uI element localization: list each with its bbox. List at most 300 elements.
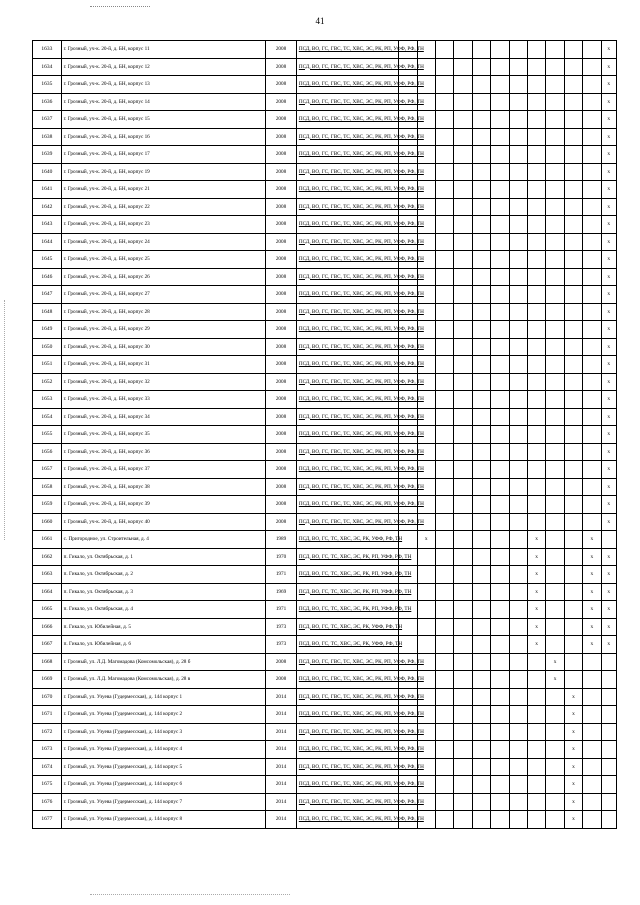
mark-cell <box>564 356 582 374</box>
mark-cell <box>527 198 545 216</box>
works-cell: ПСД, ВО, ГС, ГВС, ТС, ХВС, ЭС, РК, РП, УФФ, РФ, ТН <box>296 321 398 339</box>
mark-cell <box>564 93 582 111</box>
table-row <box>33 671 617 689</box>
mark-cell: х <box>601 391 616 409</box>
mark-cell <box>583 41 601 59</box>
mark-cell <box>527 443 545 461</box>
works-cell: ПСД, ВО, ГС, ГВС, ТС, ХВС, ЭС, РК, РП, УФФ, РФ, ТН <box>296 373 398 391</box>
mark-cell <box>491 601 509 619</box>
mark-cell: х <box>583 583 601 601</box>
mark-cell <box>472 671 490 689</box>
works-cell: ПСД, ВО, ГС, ГВС, ТС, ХВС, ЭС, РК, РП, УФФ, РФ, ТН <box>296 268 398 286</box>
mark-cell <box>472 776 490 794</box>
mark-cell: х <box>527 618 545 636</box>
mark-cell <box>435 601 453 619</box>
mark-cell <box>509 566 527 584</box>
mark-cell <box>527 356 545 374</box>
works-cell: ПСД, ВО, ГС, ГВС, ТС, ХВС, ЭС, РК, РП, УФФ, РФ, ТН <box>296 758 398 776</box>
mark-cell <box>509 548 527 566</box>
year-cell: 2014 <box>266 741 297 759</box>
year-cell: 2008 <box>266 251 297 269</box>
mark-cell <box>454 181 472 199</box>
works-cell: ПСД, ВО, ГС, ГВС, ТС, ХВС, ЭС, РК, РП, УФФ, РФ, ТН <box>296 513 398 531</box>
margin-artifact <box>4 300 9 540</box>
mark-cell <box>435 233 453 251</box>
mark-cell <box>454 338 472 356</box>
mark-cell <box>527 811 545 829</box>
mark-cell <box>583 163 601 181</box>
mark-cell <box>546 706 564 724</box>
address-cell: г. Грозный, уч-к. 20-й, д. БН, корпус 27 <box>61 286 266 304</box>
mark-cell: х <box>601 251 616 269</box>
mark-cell <box>435 496 453 514</box>
mark-cell <box>564 671 582 689</box>
mark-cell <box>454 233 472 251</box>
mark-cell <box>435 811 453 829</box>
works-cell: ПСД, ВО, ГС, ГВС, ТС, ХВС, ЭС, РК, РП, УФФ, РФ, ТН <box>296 443 398 461</box>
mark-cell <box>417 601 435 619</box>
mark-cell <box>509 93 527 111</box>
mark-cell <box>472 741 490 759</box>
table-row <box>33 618 617 636</box>
mark-cell <box>583 391 601 409</box>
row-number-cell: 1654 <box>33 408 62 426</box>
mark-cell: х <box>527 548 545 566</box>
mark-cell <box>509 758 527 776</box>
mark-cell <box>527 76 545 94</box>
mark-cell <box>454 373 472 391</box>
mark-cell <box>454 793 472 811</box>
mark-cell <box>472 338 490 356</box>
mark-cell <box>454 811 472 829</box>
mark-cell <box>454 321 472 339</box>
mark-cell <box>435 128 453 146</box>
mark-cell <box>564 408 582 426</box>
mark-cell <box>435 408 453 426</box>
mark-cell <box>564 478 582 496</box>
mark-cell <box>454 653 472 671</box>
mark-cell <box>491 58 509 76</box>
works-cell: ПСД, ВО, ГС, ГВС, ТС, ХВС, ЭС, РК, РП, УФФ, РФ, ТН <box>296 146 398 164</box>
mark-cell <box>491 198 509 216</box>
works-cell: ПСД, ВО, ГС, ТС, ХВС, ЭС, РК, УФФ, РФ, ТН <box>296 618 398 636</box>
mark-cell <box>435 338 453 356</box>
row-number-cell: 1662 <box>33 548 62 566</box>
mark-cell <box>564 601 582 619</box>
works-cell: ПСД, ВО, ГС, ГВС, ТС, ХВС, ЭС, РК, РП, УФФ, РФ, ТН <box>296 163 398 181</box>
mark-cell <box>491 496 509 514</box>
mark-cell <box>546 758 564 776</box>
mark-cell <box>435 251 453 269</box>
mark-cell <box>527 181 545 199</box>
mark-cell <box>491 478 509 496</box>
mark-cell <box>435 321 453 339</box>
mark-cell <box>472 321 490 339</box>
address-cell: г. Грозный, ул. Узуева (Гудермесская), д. 144 корпус 2 <box>61 706 266 724</box>
mark-cell <box>454 671 472 689</box>
mark-cell <box>509 303 527 321</box>
mark-cell <box>472 723 490 741</box>
mark-cell <box>527 496 545 514</box>
mark-cell <box>491 583 509 601</box>
row-number-cell: 1635 <box>33 76 62 94</box>
works-cell: ПСД, ВО, ГС, ТС, ХВС, ЭС, РК, РП, УФФ, РФ, ТН <box>296 566 398 584</box>
works-cell: ПСД, ВО, ГС, ГВС, ТС, ХВС, ЭС, РК, РП, УФФ, РФ, ТН <box>296 216 398 234</box>
mark-cell <box>583 58 601 76</box>
mark-cell <box>472 111 490 129</box>
table-row <box>33 741 617 759</box>
table-row <box>33 338 617 356</box>
mark-cell <box>527 426 545 444</box>
address-cell: г. Грозный, ул. Узуева (Гудермесская), д. 144 корпус 8 <box>61 811 266 829</box>
mark-cell <box>527 373 545 391</box>
mark-cell <box>491 723 509 741</box>
mark-cell <box>583 671 601 689</box>
works-cell: ПСД, ВО, ГС, ГВС, ТС, ХВС, ЭС, РК, РП, УФФ, РФ, ТН <box>296 251 398 269</box>
mark-cell <box>435 163 453 181</box>
mark-cell <box>546 163 564 181</box>
mark-cell <box>509 688 527 706</box>
year-cell: 2008 <box>266 496 297 514</box>
mark-cell <box>601 776 616 794</box>
year-cell: 2008 <box>266 286 297 304</box>
mark-cell <box>454 163 472 181</box>
mark-cell <box>454 776 472 794</box>
mark-cell <box>435 443 453 461</box>
mark-cell <box>509 216 527 234</box>
mark-cell <box>546 93 564 111</box>
mark-cell <box>435 216 453 234</box>
mark-cell <box>472 636 490 654</box>
year-cell: 2008 <box>266 356 297 374</box>
mark-cell <box>601 653 616 671</box>
mark-cell <box>546 583 564 601</box>
table-row <box>33 251 617 269</box>
mark-cell <box>509 636 527 654</box>
mark-cell <box>435 671 453 689</box>
table-row <box>33 391 617 409</box>
mark-cell <box>546 566 564 584</box>
mark-cell <box>527 688 545 706</box>
mark-cell <box>472 163 490 181</box>
mark-cell: х <box>601 426 616 444</box>
mark-cell <box>583 496 601 514</box>
mark-cell <box>546 793 564 811</box>
mark-cell: х <box>601 548 616 566</box>
mark-cell <box>509 163 527 181</box>
year-cell: 2008 <box>266 58 297 76</box>
mark-cell <box>509 776 527 794</box>
page-number: 41 <box>315 16 325 26</box>
mark-cell: х <box>546 671 564 689</box>
address-cell: п. Гикало, ул. Октябрьская, д. 4 <box>61 601 266 619</box>
year-cell: 2014 <box>266 688 297 706</box>
mark-cell <box>546 338 564 356</box>
mark-cell: х <box>527 566 545 584</box>
table-row <box>33 811 617 829</box>
mark-cell <box>435 583 453 601</box>
mark-cell <box>546 496 564 514</box>
address-cell: г. Грозный, уч-к. 20-й, д. БН, корпус 13 <box>61 76 266 94</box>
mark-cell <box>454 356 472 374</box>
mark-cell <box>509 181 527 199</box>
mark-cell <box>546 531 564 549</box>
mark-cell <box>527 286 545 304</box>
mark-cell <box>472 216 490 234</box>
mark-cell: х <box>601 303 616 321</box>
mark-cell <box>527 58 545 76</box>
mark-cell <box>527 478 545 496</box>
row-number-cell: 1637 <box>33 111 62 129</box>
mark-cell <box>472 706 490 724</box>
works-cell: ПСД, ВО, ГС, ГВС, ТС, ХВС, ЭС, РК, РП, УФФ, РФ, ТН <box>296 496 398 514</box>
address-cell: г. Грозный, уч-к. 20-й, д. БН, корпус 34 <box>61 408 266 426</box>
mark-cell <box>546 443 564 461</box>
mark-cell: х <box>527 636 545 654</box>
mark-cell <box>435 111 453 129</box>
mark-cell <box>491 566 509 584</box>
mark-cell <box>564 426 582 444</box>
mark-cell <box>472 233 490 251</box>
mark-cell <box>527 793 545 811</box>
address-cell: г. Грозный, ул. Л.Д. Магомадова (Комсомольская), д. 28 в <box>61 671 266 689</box>
table-row <box>33 373 617 391</box>
mark-cell <box>509 268 527 286</box>
mark-cell <box>546 58 564 76</box>
works-cell: ПСД, ВО, ГС, ТС, ХВС, ЭС, РК, РП, УФФ, РФ, ТН <box>296 583 398 601</box>
mark-cell <box>509 338 527 356</box>
mark-cell <box>509 128 527 146</box>
mark-cell <box>564 286 582 304</box>
address-cell: г. Грозный, уч-к. 20-й, д. БН, корпус 25 <box>61 251 266 269</box>
address-cell: п. Гикало, ул. Октябрьская, д. 3 <box>61 583 266 601</box>
mark-cell <box>491 163 509 181</box>
mark-cell <box>454 531 472 549</box>
row-number-cell: 1633 <box>33 41 62 59</box>
mark-cell: х <box>527 531 545 549</box>
mark-cell <box>491 303 509 321</box>
table-row <box>33 706 617 724</box>
mark-cell <box>472 548 490 566</box>
row-number-cell: 1636 <box>33 93 62 111</box>
mark-cell <box>546 128 564 146</box>
mark-cell <box>601 688 616 706</box>
mark-cell <box>509 146 527 164</box>
year-cell: 2008 <box>266 268 297 286</box>
mark-cell <box>601 811 616 829</box>
address-cell: г. Грозный, уч-к. 20-й, д. БН, корпус 28 <box>61 303 266 321</box>
mark-cell <box>583 338 601 356</box>
mark-cell <box>491 531 509 549</box>
mark-cell <box>454 758 472 776</box>
scan-artifact <box>90 0 150 7</box>
mark-cell <box>564 58 582 76</box>
table-row <box>33 636 617 654</box>
mark-cell <box>417 566 435 584</box>
mark-cell <box>509 583 527 601</box>
row-number-cell: 1653 <box>33 391 62 409</box>
address-cell: г. Грозный, уч-к. 20-й, д. БН, корпус 17 <box>61 146 266 164</box>
mark-cell <box>509 76 527 94</box>
address-cell: г. Грозный, ул. Л.Д. Магомадова (Комсомольская), д. 28 б <box>61 653 266 671</box>
row-number-cell: 1646 <box>33 268 62 286</box>
year-cell: 2008 <box>266 111 297 129</box>
mark-cell <box>454 566 472 584</box>
works-cell: ПСД, ВО, ГС, ГВС, ТС, ХВС, ЭС, РК, РП, УФФ, РФ, ТН <box>296 478 398 496</box>
year-cell: 2008 <box>266 146 297 164</box>
year-cell: 2014 <box>266 706 297 724</box>
mark-cell <box>435 303 453 321</box>
mark-cell <box>601 531 616 549</box>
mark-cell <box>491 618 509 636</box>
mark-cell: х <box>564 688 582 706</box>
mark-cell <box>527 461 545 479</box>
mark-cell <box>564 461 582 479</box>
works-cell: ПСД, ВО, ГС, ТС, ХВС, ЭС, РК, РП, УФФ, РФ, ТН <box>296 601 398 619</box>
mark-cell <box>509 461 527 479</box>
mark-cell <box>491 268 509 286</box>
mark-cell: х <box>601 496 616 514</box>
address-cell: г. Грозный, уч-к. 20-й, д. БН, корпус 22 <box>61 198 266 216</box>
mark-cell <box>435 146 453 164</box>
mark-cell <box>454 741 472 759</box>
mark-cell <box>546 548 564 566</box>
year-cell: 2008 <box>266 391 297 409</box>
address-cell: г. Грозный, ул. Узуева (Гудермесская), д. 144 корпус 3 <box>61 723 266 741</box>
address-cell: г. Грозный, уч-к. 20-й, д. БН, корпус 26 <box>61 268 266 286</box>
year-cell: 1973 <box>266 636 297 654</box>
mark-cell <box>546 41 564 59</box>
housing-register-table <box>32 40 617 829</box>
mark-cell <box>509 373 527 391</box>
works-cell: ПСД, ВО, ГС, ТС, ХВС, ЭС, РК, УФФ, РФ, ТН <box>296 636 398 654</box>
mark-cell: х <box>601 163 616 181</box>
works-cell: ПСД, ВО, ГС, ГВС, ТС, ХВС, ЭС, РК, РП, УФФ, РФ, ТН <box>296 408 398 426</box>
mark-cell <box>546 286 564 304</box>
address-cell: г. Грозный, уч-к. 20-й, д. БН, корпус 21 <box>61 181 266 199</box>
mark-cell <box>583 111 601 129</box>
mark-cell: х <box>583 618 601 636</box>
mark-cell <box>527 251 545 269</box>
mark-cell <box>509 426 527 444</box>
mark-cell <box>454 583 472 601</box>
mark-cell <box>564 163 582 181</box>
mark-cell <box>454 216 472 234</box>
mark-cell <box>527 758 545 776</box>
mark-cell: х <box>564 793 582 811</box>
mark-cell <box>509 58 527 76</box>
works-cell: ПСД, ВО, ГС, ГВС, ТС, ХВС, ЭС, РК, РП, УФФ, РФ, ТН <box>296 741 398 759</box>
row-number-cell: 1665 <box>33 601 62 619</box>
mark-cell <box>509 706 527 724</box>
mark-cell <box>435 636 453 654</box>
mark-cell: х <box>601 618 616 636</box>
mark-cell <box>472 146 490 164</box>
year-cell: 2008 <box>266 426 297 444</box>
mark-cell <box>491 513 509 531</box>
works-cell: ПСД, ВО, ГС, ГВС, ТС, ХВС, ЭС, РК, РП, УФФ, РФ, ТН <box>296 286 398 304</box>
mark-cell <box>472 583 490 601</box>
mark-cell <box>454 706 472 724</box>
mark-cell <box>509 741 527 759</box>
mark-cell <box>472 41 490 59</box>
mark-cell <box>435 373 453 391</box>
mark-cell <box>546 76 564 94</box>
mark-cell <box>601 723 616 741</box>
works-cell: ПСД, ВО, ГС, ГВС, ТС, ХВС, ЭС, РК, РП, УФФ, РФ, ТН <box>296 58 398 76</box>
mark-cell <box>564 111 582 129</box>
mark-cell: х <box>601 583 616 601</box>
mark-cell <box>435 618 453 636</box>
mark-cell <box>454 146 472 164</box>
mark-cell <box>454 496 472 514</box>
mark-cell <box>435 356 453 374</box>
row-number-cell: 1634 <box>33 58 62 76</box>
mark-cell <box>472 303 490 321</box>
row-number-cell: 1674 <box>33 758 62 776</box>
year-cell: 2008 <box>266 303 297 321</box>
mark-cell <box>546 391 564 409</box>
mark-cell <box>583 286 601 304</box>
mark-cell <box>601 741 616 759</box>
mark-cell: х <box>601 636 616 654</box>
mark-cell <box>454 391 472 409</box>
address-cell: г. Грозный, ул. Узуева (Гудермесская), д. 144 корпус 1 <box>61 688 266 706</box>
mark-cell <box>601 793 616 811</box>
mark-cell <box>435 688 453 706</box>
mark-cell <box>417 583 435 601</box>
mark-cell <box>509 41 527 59</box>
year-cell: 2014 <box>266 723 297 741</box>
mark-cell <box>564 391 582 409</box>
mark-cell <box>435 531 453 549</box>
mark-cell: х <box>601 93 616 111</box>
mark-cell <box>435 793 453 811</box>
mark-cell <box>435 391 453 409</box>
mark-cell <box>527 128 545 146</box>
mark-cell <box>583 251 601 269</box>
mark-cell <box>454 408 472 426</box>
address-cell: г. Грозный, уч-к. 20-й, д. БН, корпус 14 <box>61 93 266 111</box>
mark-cell: х <box>601 566 616 584</box>
row-number-cell: 1639 <box>33 146 62 164</box>
mark-cell <box>491 793 509 811</box>
mark-cell <box>546 251 564 269</box>
row-number-cell: 1658 <box>33 478 62 496</box>
year-cell: 2008 <box>266 163 297 181</box>
mark-cell: х <box>601 111 616 129</box>
mark-cell <box>472 688 490 706</box>
row-number-cell: 1649 <box>33 321 62 339</box>
mark-cell: х <box>601 601 616 619</box>
address-cell: г. Грозный, уч-к. 20-й, д. БН, корпус 29 <box>61 321 266 339</box>
mark-cell <box>583 478 601 496</box>
mark-cell <box>491 286 509 304</box>
mark-cell <box>454 426 472 444</box>
mark-cell <box>491 811 509 829</box>
address-cell: г. Грозный, ул. Узуева (Гудермесская), д. 144 корпус 5 <box>61 758 266 776</box>
mark-cell <box>527 513 545 531</box>
year-cell: 2008 <box>266 76 297 94</box>
table-row <box>33 461 617 479</box>
year-cell: 1989 <box>266 531 297 549</box>
mark-cell <box>564 146 582 164</box>
works-cell: ПСД, ВО, ГС, ГВС, ТС, ХВС, ЭС, РК, РП, УФФ, РФ, ТН <box>296 41 398 59</box>
mark-cell <box>583 76 601 94</box>
mark-cell <box>417 548 435 566</box>
mark-cell <box>454 41 472 59</box>
mark-cell <box>491 706 509 724</box>
